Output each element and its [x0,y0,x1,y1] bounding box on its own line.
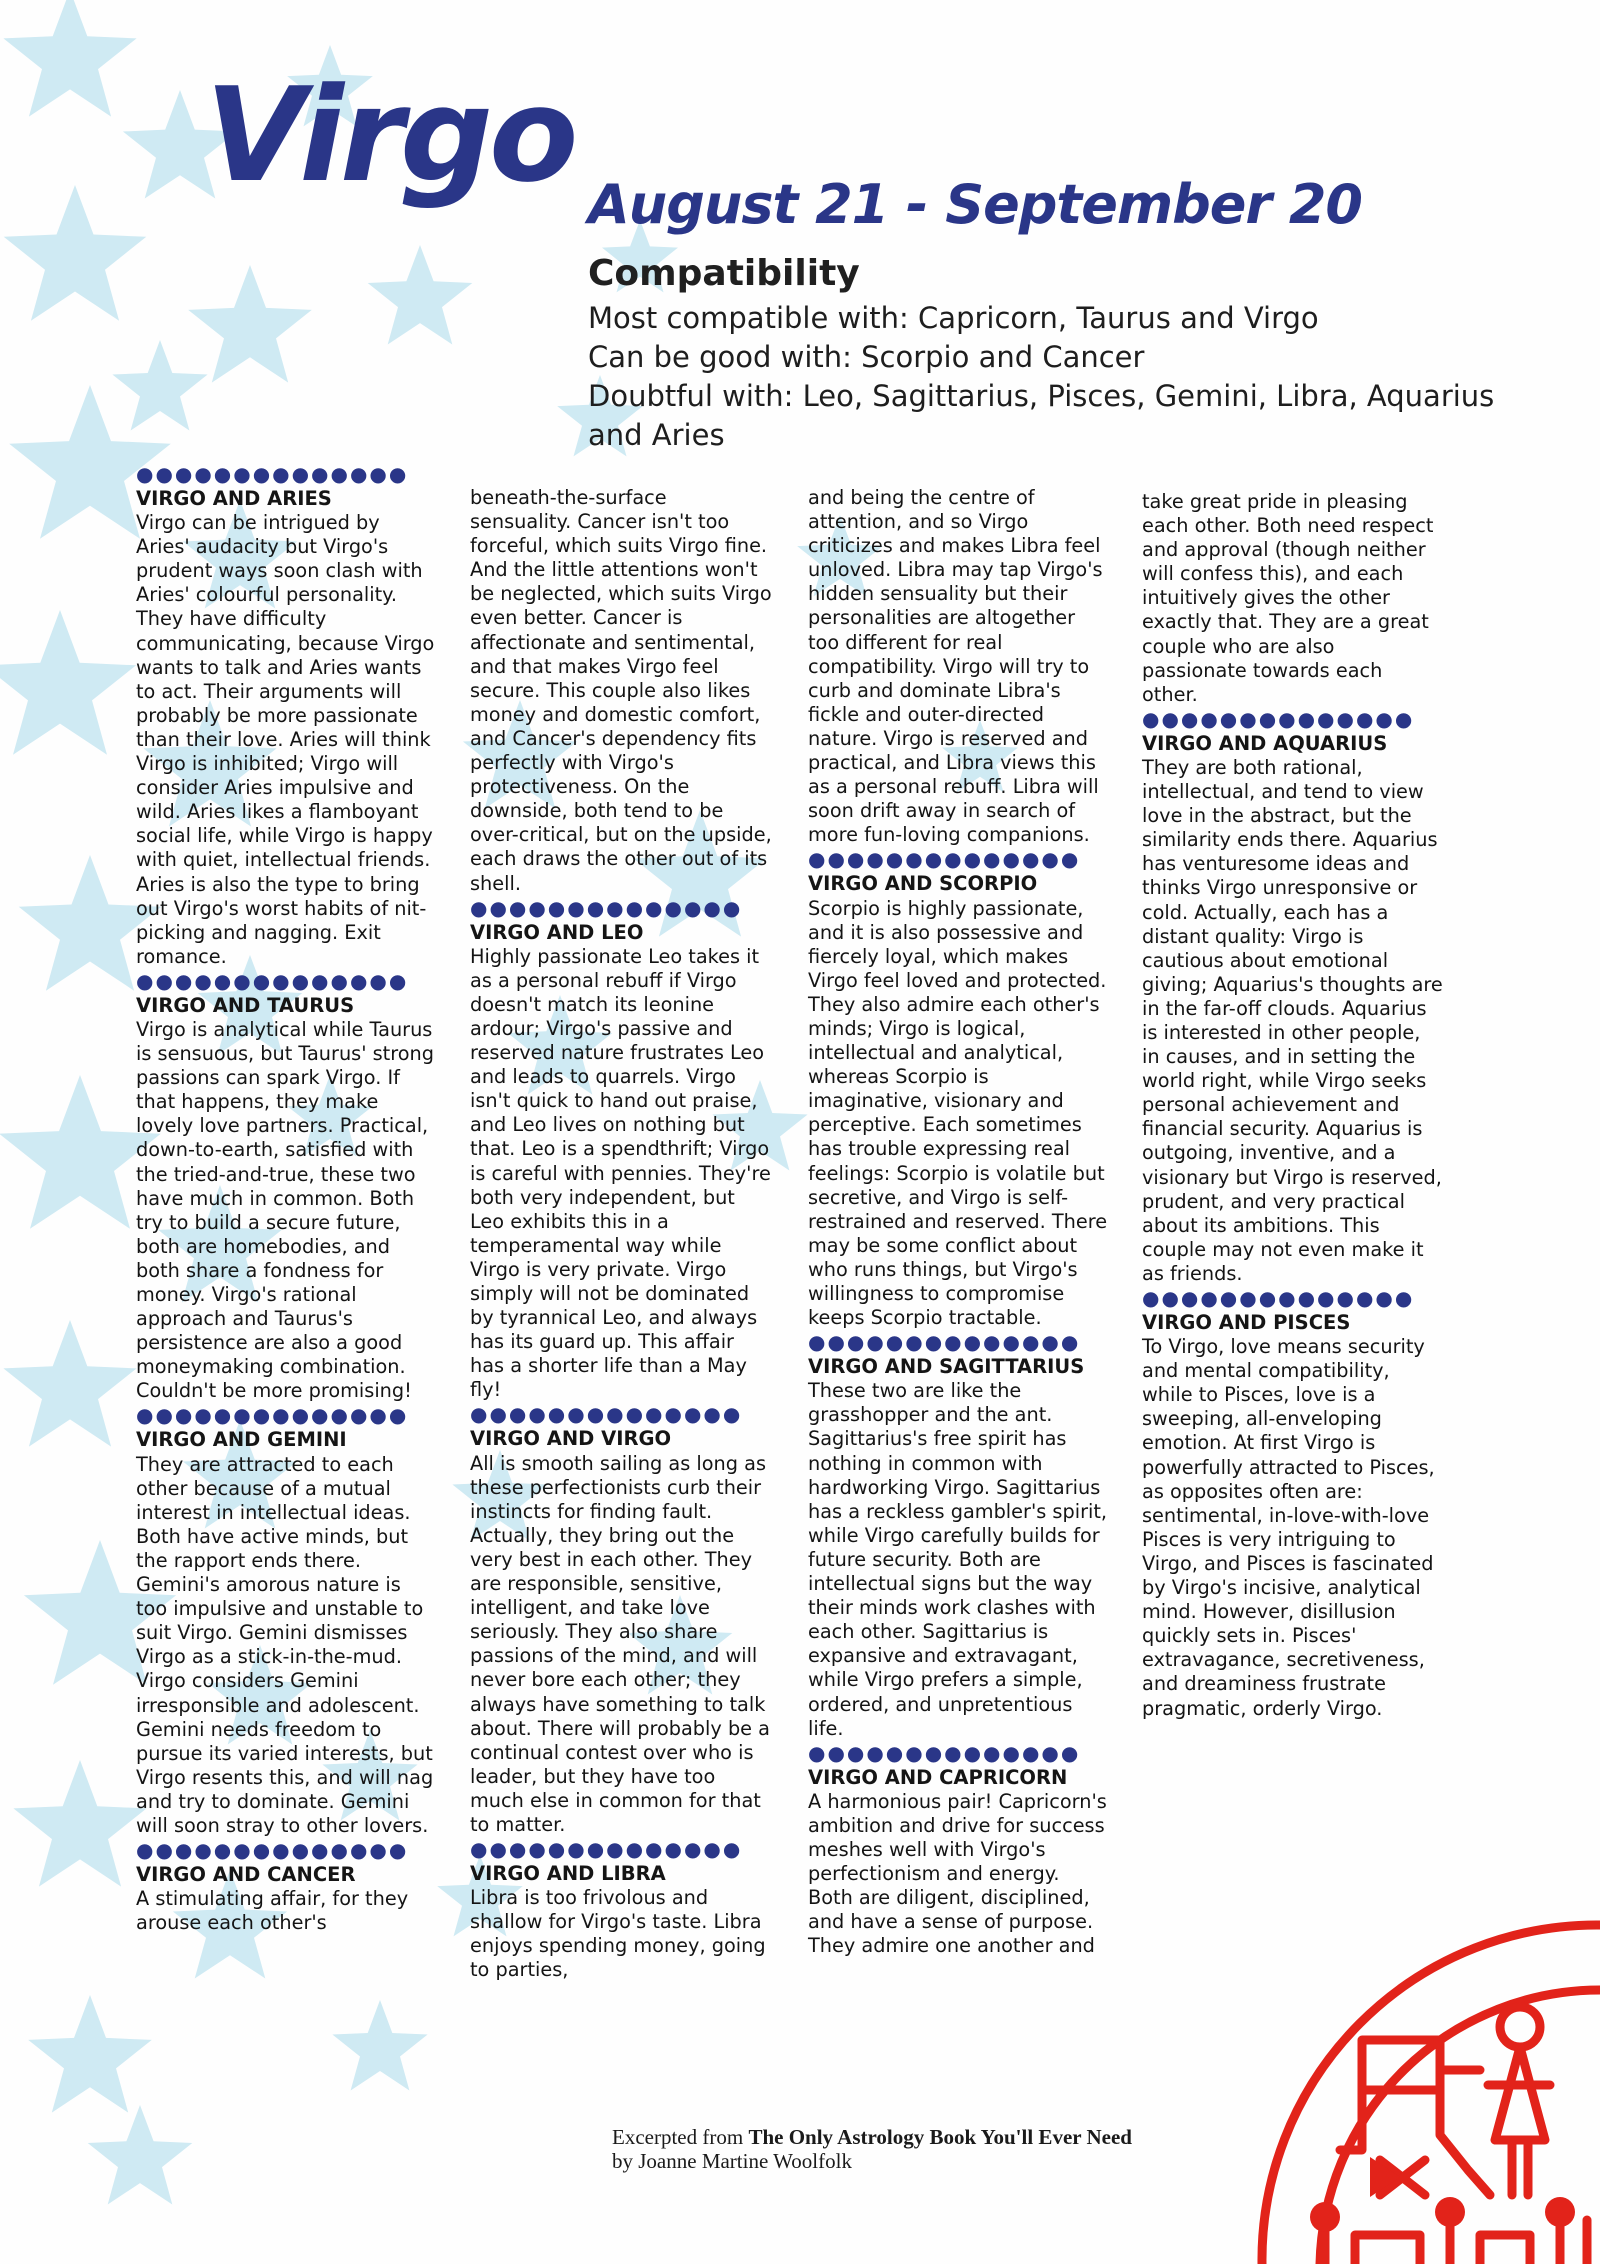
star-shape [332,2000,427,2091]
dot-divider: ●●●●●●●●●●●●●● [136,1405,409,1426]
sign-dates: August 21 - September 20 [588,173,1362,236]
dot-divider: ●●●●●●●●●●●●●● [136,1840,409,1861]
dot-divider: ●●●●●●●●●●●●●● [470,1839,743,1860]
star-shape [13,1760,146,1887]
star-shape [112,340,207,431]
section-title-leo: VIRGO AND LEO [470,920,644,944]
star-shape [0,610,136,755]
credit-book-title: The Only Astrology Book You'll Ever Need [748,2125,1132,2149]
dot-divider: ●●●●●●●●●●●●●● [808,1742,1081,1763]
emblem-maiden-dress [1495,2047,1545,2140]
dot-divider: ●●●●●●●●●●●●●● [1142,1288,1415,1308]
emblem-block [1355,2235,1420,2264]
dot-divider: ●●●●●●●●●●●●●● [470,1404,743,1425]
column-2 [470,486,772,1983]
emblem-maiden-head [1500,2007,1540,2047]
star-shape [4,185,147,321]
section-text-capricorn-start: A harmonious pair! Capricorn's ambition and drive for success meshes well with Virgo's perfectionism and energy. Both are diligent, disciplined, and have a sense of purpose. They admire one another and [808,1789,1107,1958]
dot-divider: ●●●●●●●●●●●●●● [808,1332,1081,1353]
section-text-leo: Highly passionate Leo takes it as a personal rebuff if Virgo doesn't match its leonine ardour; Virgo's passive and reserved nature frustrates Leo and leads to quarrels. Virgo isn't quick to hand out praise, and Leo lives on nothing but that. Leo is a spendthrift; Virgo is careful with pennies. They're both very independent, but Leo exhibits this in a temperamental way while Virgo is very private. Virgo simply will not be dominated by tyrannical Leo, and always has its guard up. This affair has a shorter life than a May fly! [470,944,771,1402]
section-title-aries: VIRGO AND ARIES [136,487,332,510]
section-text-libra-start: Libra is too frivolous and shallow for Virgo's taste. Libra enjoys spending money, going to parties, [470,1886,766,1982]
section-title-gemini: VIRGO AND GEMINI [136,1428,347,1452]
section-text-cancer-start: A stimulating affair, for they arouse each other's [136,1887,409,1935]
most-compatible: Most compatible with: Capricorn, Taurus and Virgo [588,301,1319,336]
dot-divider: ●●●●●●●●●●●●●● [136,970,409,991]
emblem-block [1480,2235,1530,2264]
section-title-cancer: VIRGO AND CANCER [136,1863,356,1887]
section-title-sagittarius: VIRGO AND SAGITTARIUS [808,1355,1085,1379]
section-title-taurus: VIRGO AND TAURUS [136,993,355,1017]
doubtful-with: Doubtful with: Leo, Sagittarius, Pisces, Gemini, Libra, Aquarius and Aries [588,379,1495,453]
section-title-virgo: VIRGO AND VIRGO [470,1427,672,1451]
sign-title: Virgo [205,59,575,211]
emblem-key-head [1310,2202,1340,2232]
credit-prefix: Excerpted from [612,2125,744,2149]
section-text-taurus: Virgo is analytical while Taurus is sensuous, but Taurus' strong passions can spark Virgo. If that happens, they make lovely love partners. Practical, down-to-earth, satisfied with the tried-and-true, these two have much in common. Both try to build a secure future, both are homebodies, and both share a fondness for money. Virgo's rational approach and Taurus's persistence are also a good moneymaking combination. Couldn't be more promising! [136,1017,435,1403]
section-text-capricorn-cont: take great pride in pleasing each other. Both need respect and approval (though neither will confess this), and each intuitively gives the other exactly that. They are a great couple who are also passionate towards each other. [1142,490,1434,706]
emblem-key-head [1435,2197,1465,2227]
credit-author: by Joanne Martine Woolfolk [612,2149,852,2173]
dot-divider: ●●●●●●●●●●●●●● [136,464,409,484]
column-1 [136,462,438,1935]
compatibility-box [588,252,1548,455]
source-credit [612,2125,1132,2173]
star-shape [3,1320,136,1447]
section-text-gemini: They are attracted to each other because of a mutual interest in intellectual ideas. Both have active minds, but the rapport ends there. Gemini's amorous nature is too impulsive and unstable to suit Virgo. Gemini dismisses Virgo as a stick-in-the-mud. Virgo considers Gemini irresponsible and adolescent. Gemini needs freedom to pursue its varied interests, but Virgo resents this, and will nag and try to dominate. Gemini will soon stray to other lovers. [136,1452,434,1837]
section-text-aquarius: They are both rational, intellectual, and tend to view love in the abstract, but the similarity ends there. Aquarius has venturesome ideas and thinks Virgo unresponsive or cold. Actually, each has a distant quality: Virgo is cautious about emotional giving; Aquarius's thoughts are in the far-off clouds. Aquarius is interested in other people, in causes, and in setting the world right, while Virgo seeks personal achievement and financial security. Aquarius is outgoing, inventive, and a visionary but Virgo is reserved, prudent, and very practical about its ambitions. This couple may not even make it as friends. [1142,755,1443,1285]
section-text-aries: Virgo can be intrigued by Aries' audacity but Virgo's prudent ways soon clash with Aries' colourful personality. They have difficulty communicating, because Virgo wants to talk and Aries wants to act. Their arguments will probably be more passionate than their love. Aries will think Virgo is inhibited; Virgo will consider Aries impulsive and wild. Aries likes a flamboyant social life, while Virgo is happy with quiet, intellectual friends. Aries is also the type to bring out Virgo's worst habits of nit-picking and nagging. Exit romance. [136,511,435,968]
section-title-aquarius: VIRGO AND AQUARIUS [1142,731,1388,755]
section-title-scorpio: VIRGO AND SCORPIO [808,872,1038,896]
dot-divider: ●●●●●●●●●●●●●● [808,849,1081,870]
section-title-capricorn: VIRGO AND CAPRICORN [808,1765,1068,1789]
dot-divider: ●●●●●●●●●●●●●● [1142,708,1415,729]
section-text-pisces: To Virgo, love means security and mental compatibility, while to Pisces, love is a sweeping, all-enveloping emotion. At first Virgo is powerfully attracted to Pisces, as opposites often are: sentimental, in-love-with-love Pisces is very intriguing to Virgo, and Pisces is fascinated by Virgo's incisive, analytical mind. However, disillusion quickly sets in. Pisces' extravagance, secretiveness, and dreaminess frustrate pragmatic, orderly Virgo. [1142,1335,1435,1720]
section-text-virgo: All is smooth sailing as long as these perfectionists curb their instincts for finding fault. Actually, they bring out the very best in each other. They are responsible, sensitive, intelligent, and take love seriously. They also share passions of the mind, and will never bore each other; they always have something to talk about. There will probably be a continual contest over who is leader, but they have too much else in common for that to matter. [470,1451,770,1836]
virgo-emblem-icon [1250,1895,1600,2264]
star-shape [3,0,136,117]
emblem-key-head [1545,2197,1575,2227]
section-text-sagittarius: These two are like the grasshopper and the ant. Sagittarius's free spirit has nothing in common with hardworking Virgo. Sagittarius has a reckless gambler's spirit, while Virgo carefully builds for future security. Both are intellectual signs but the way their minds work clashes with each other. Sagittarius is expansive and extravagant, while Virgo prefers a simple, ordered, and unpretentious life. [808,1379,1108,1740]
section-title-pisces: VIRGO AND PISCES [1142,1311,1351,1334]
emblem-figure-body [1440,2090,1490,2195]
star-shape [368,245,473,345]
section-text-cancer-cont: beneath-the-surface sensuality. Cancer isn't too forceful, which suits Virgo fine. And the little attentions won't be neglected, which suits Virgo even better. Cancer is affectionate and sentimental, and that makes Virgo feel secure. This couple also likes money and domestic comfort, and Cancer's dependency fits perfectly with Virgo's protectiveness. On the downside, both tend to be over-critical, but on the upside, each draws the other out of its shell. [470,486,772,895]
can-be-good: Can be good with: Scorpio and Cancer [588,340,1145,375]
section-title-libra: VIRGO AND LIBRA [470,1862,666,1886]
dot-divider: ●●●●●●●●●●●●●● [470,897,743,918]
column-4 [1142,490,1444,1721]
star-shape [88,2105,193,2205]
column-3 [808,486,1110,1958]
compatibility-heading: Compatibility [588,253,860,294]
star-shape [188,265,312,383]
section-text-scorpio: Scorpio is highly passionate, and it is also possessive and fiercely loyal, which makes Virgo feel loved and protected. They also admire each other's minds; Virgo is logical, intellectual and analytical, whereas Scorpio is imaginative, visionary and perceptive. Each sometimes has trouble expressing real feelings: Scorpio is volatile but secretive, and Virgo is self-restrained and reserved. There may be some conflict about who runs things, but Virgo's willingness to compromise keeps Scorpio tractable. [808,896,1108,1330]
star-shape [28,1995,152,2113]
section-text-libra-cont: and being the centre of attention, and so Virgo criticizes and makes Libra feel unloved. Libra may tap Virgo's hidden sensuality but their personalities are altogether too different for real compatibility. Virgo will try to curb and dominate Libra's fickle and outer-directed nature. Virgo is reserved and practical, and Libra views this as a personal rebuff. Libra will soon drift away in search of more fun-loving companions. [808,486,1103,847]
